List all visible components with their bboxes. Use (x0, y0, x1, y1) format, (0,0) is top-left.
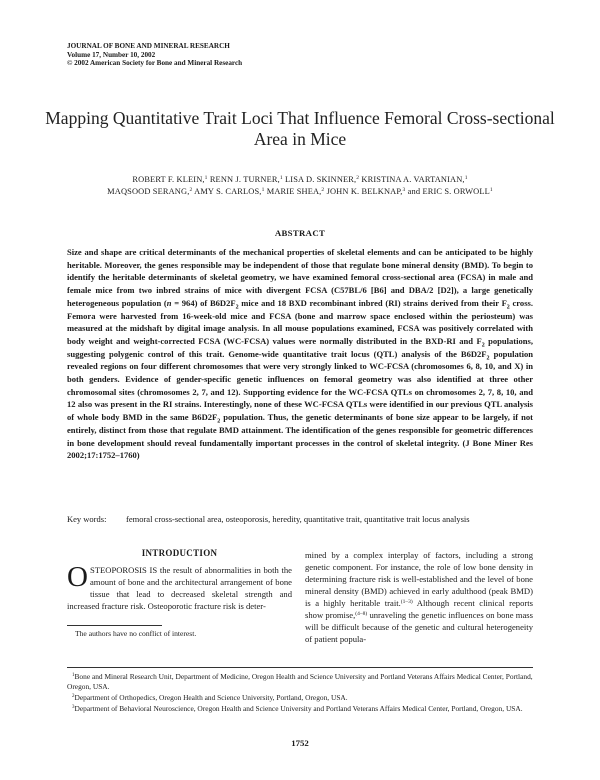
author: RENN J. TURNER, (209, 175, 280, 184)
keywords-label: Key words: (67, 514, 107, 524)
affiliation-divider (67, 667, 533, 668)
author-affiliation-mark: 1 (279, 175, 283, 181)
affiliation: $^1$Bone and Mineral Research Unit, Department of Medicine, Oregon Health and Science University and Portland Veterans Affairs Medical Center, Portland, Oregon, USA. (67, 672, 533, 692)
affiliations (67, 672, 533, 715)
author: MAQSOOD SERANG, (107, 187, 190, 196)
journal-name: JOURNAL OF BONE AND MINERAL RESEARCH (67, 42, 230, 50)
author: AMY S. CARLOS, (194, 187, 262, 196)
affiliation: $^3$Department of Behavioral Neuroscience, Oregon Health and Science University and Portland Veterans Affairs Medical Center, Portland, Oregon, USA. (72, 703, 523, 713)
author: JOHN K. BELKNAP, (326, 187, 403, 196)
journal-header (67, 42, 242, 68)
footnote-divider (67, 625, 162, 626)
journal-copyright: © 2002 American Society for Bone and Mineral Research (67, 59, 243, 68)
introduction-left-column: OSTEOPOROSIS IS the result of abnormalities in both the amount of bone and the architectural arrangement of bone tissue that lead to decreased skeletal strength and increased fracture risk. Osteoporotic fracture risk is deter- (67, 561, 292, 611)
author: KRISTINA A. VARTANIAN, (361, 175, 465, 184)
author-affiliation-mark: 2 (321, 187, 325, 193)
keywords-text: femoral cross-sectional area, osteoporosis, heredity, quantitative trait, quantitative trait locus analysis (126, 514, 470, 524)
author: ROBERT F. KLEIN, (132, 175, 205, 184)
abstract-heading: ABSTRACT (274, 228, 326, 238)
author-list: ROBERT F. KLEIN,$^1$ RENN J. TURNER,$^1$ LISA D. SKINNER,$^2$ KRISTINA A. VARTANIAN,$^1$ MAQSOOD SERANG,$^2$ AMY S. CARLOS,$^1$ MARIE SHEA,$^2$ JOHN K. BELKNAP,$^3$ and ERIC S. ORWOLL$^1$ (107, 175, 493, 196)
conflict-of-interest-note: The authors have no conflict of interest. (75, 629, 197, 638)
author-affiliation-mark: 1 (261, 187, 265, 193)
author: LISA D. SKINNER, (285, 175, 357, 184)
author-affiliation-mark: 1 (489, 187, 493, 193)
reference-mark: (4–8) (355, 611, 368, 617)
author-affiliation-mark: 1 (464, 175, 468, 181)
affiliation: $^2$Department of Orthopedics, Oregon Health and Science University, Portland, Oregon, USA. (72, 693, 348, 703)
author-affiliation-mark: 2 (356, 175, 360, 181)
paper-title: Mapping Quantitative Trait Loci That Influence Femoral Cross-sectional Area in Mice (45, 108, 555, 149)
abstract-body: Size and shape are critical determinants of the mechanical properties of skeletal elements and can be anticipated to be highly heritable. Moreover, the genes responsible may be independent of those that regulate bone mineral density (BMD). To begin to identify the heritable determinants of skeletal geometry, we have examined femoral cross-sectional area (FCSA) in male and female mice from two inbred strains of mice with divergent FCSA (C57BL/6 [B6] and DBA/2 [D2]), a large genetically heterogeneous population (n = 964) of $B6D2F_2$ mice and 18 BXD recombinant inbred (RI) strains derived from their $F_2$ cross. Femora were harvested from 16-week-old mice and FCSA (bone and marrow space enclosed within the periosteum) was measured at the midshaft by digital image analysis. In all mouse populations examined, FCSA was positively correlated with body weight and weight-corrected FCSA (WC-FCSA) values were normally distributed in the BXD-RI and $F_2$ populations, suggesting polygenic control of this trait. Genome-wide quantitative trait locus (QTL) analysis of the $B6D2F_2$ population revealed regions on four different chromosomes that were very strongly linked to WC-FCSA (chromosomes 6, 8, 10, and X) in both genders. Evidence of gender-specific genetic influences on femoral geometry was also identified at three other chromosomal sites (chromosomes 2, 7, and 12). Supporting evidence for the WC-FCSA QTLs on chromosomes 2, 7, 8, 10, and 12 also was present in the RI strains. Interestingly, none of these WC-FCSA QTLs were identified in our previous QTL analysis of whole body BMD in the same $B6D2F_2$ population. Thus, the genetic determinants of bone size appear to be largely, if not entirely, distinct from those that regulate BMD attainment. The identification of the genes responsible for geometric differences in bone development should reveal fundamentally important processes in the control of skeletal integrity. (J Bone Miner Res 2002;17:1752–1760) (67, 247, 534, 461)
journal-volume: Volume 17, Number 10, 2002 (67, 50, 156, 59)
drop-cap: O (67, 561, 88, 593)
author-affiliation-mark: 1 (204, 175, 208, 181)
author-affiliation-mark: 2 (189, 187, 193, 193)
reference-mark: (1–3) (400, 599, 413, 605)
introduction-right-column: mined by a complex interplay of factors, including a strong genetic component. For instance, the role of low bone density in determining fracture risk is well-established and the level of bone mineral density (BMD) achieved in early adulthood (peak BMD) is a highly heritable trait.$^{(1-3)}$ Although recent clinical reports show promise,$^{(4-8)}$ unraveling the genetic influences on bone mass will be difficult because of the genetic and cultural heterogeneity of patient popula- (305, 550, 533, 644)
introduction-heading: INTRODUCTION (141, 548, 218, 558)
page-number: 1752 (291, 738, 309, 748)
author-affiliation-mark: 3 (402, 187, 406, 193)
author: MARIE SHEA, (266, 187, 322, 196)
author: ERIC S. ORWOLL (422, 187, 490, 196)
